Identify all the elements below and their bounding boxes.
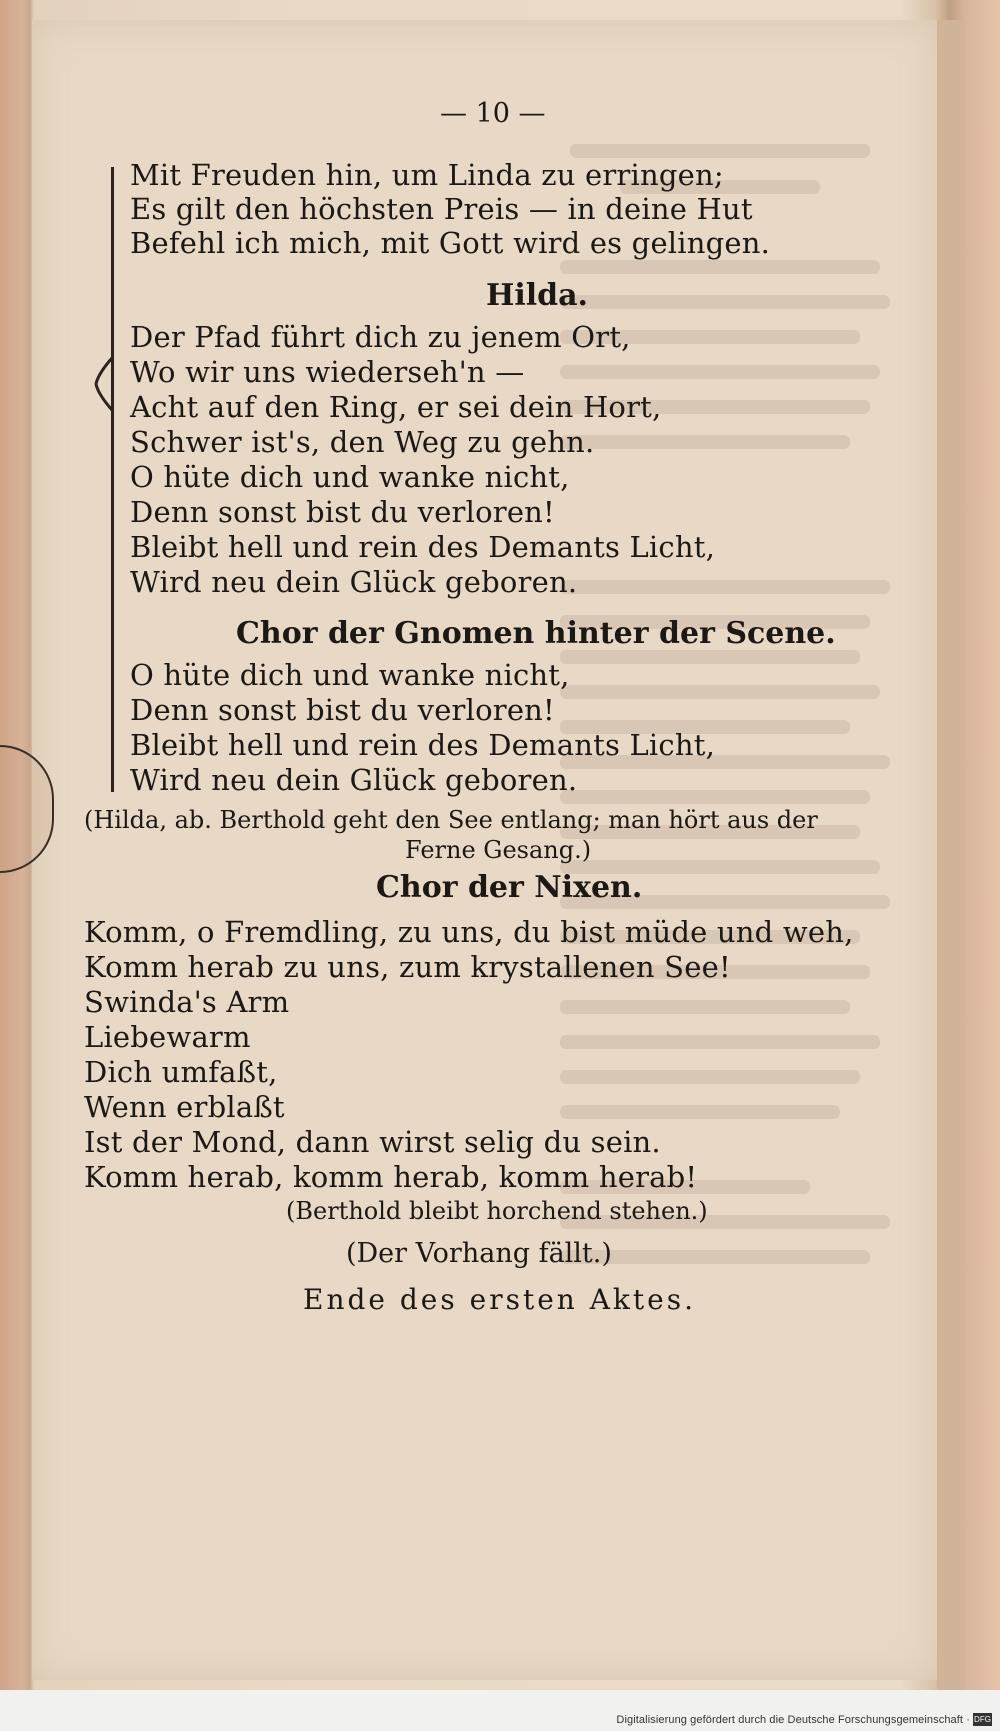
verse-line: Ist der Mond, dann wirst selig du sein. <box>84 1125 661 1159</box>
verse-line: Schwer ist's, den Weg zu gehn. <box>130 425 595 459</box>
stage-direction: (Berthold bleibt horchend stehen.) <box>286 1197 708 1225</box>
dfg-logo-icon: DFG <box>974 1715 991 1724</box>
bleed-through-marks <box>560 140 930 1290</box>
verse-line: Wenn erblaßt <box>84 1090 285 1124</box>
verse-line: Bleibt hell und rein des Demants Licht, <box>130 530 715 564</box>
page-number: — 10 — <box>440 98 546 129</box>
verse-line: Denn sonst bist du verloren! <box>130 495 555 529</box>
speaker-gnomen-chorus: Chor der Gnomen hinter der Scene. <box>236 616 836 651</box>
verse-line: Wo wir uns wiederseh'n — <box>130 355 525 389</box>
verse-line: Dich umfaßt, <box>84 1055 278 1089</box>
act-end: Ende des ersten Aktes. <box>303 1283 696 1316</box>
stage-direction: Ferne Gesang.) <box>405 836 592 864</box>
verse-line: Wird neu dein Glück geboren. <box>130 565 578 599</box>
verse-line: Acht auf den Ring, er sei dein Hort, <box>130 390 662 424</box>
next-page-edge <box>937 20 962 1690</box>
verse-line: Befehl ich mich, mit Gott wird es gelingen. <box>130 226 771 260</box>
verse-line: Denn sonst bist du verloren! <box>130 693 555 727</box>
verse-line: Komm herab, komm herab, komm herab! <box>84 1160 698 1194</box>
digitization-credit: Digitalisierung gefördert durch die Deutsche Forschungsgemeinschaft · <box>616 1714 970 1726</box>
bracket-curl <box>94 356 118 412</box>
verse-line: Mit Freuden hin, um Linda zu erringen; <box>130 158 724 192</box>
speaker-nixen-chorus: Chor der Nixen. <box>376 870 643 905</box>
stage-direction: (Hilda, ab. Berthold geht den See entlang; man hört aus der <box>84 806 818 834</box>
verse-line: Liebewarm <box>84 1020 251 1054</box>
verse-line: Wird neu dein Glück geboren. <box>130 763 578 797</box>
curtain-direction: (Der Vorhang fällt.) <box>346 1238 612 1269</box>
verse-line: Bleibt hell und rein des Demants Licht, <box>130 728 715 762</box>
verse-line: Swinda's Arm <box>84 985 290 1019</box>
speaker-hilda: Hilda. <box>486 278 588 313</box>
bracket-line <box>111 167 114 792</box>
verse-line: O hüte dich und wanke nicht, <box>130 460 570 494</box>
verse-line: Komm, o Fremdling, zu uns, du bist müde und weh, <box>84 915 854 949</box>
verse-line: Es gilt den höchsten Preis — in deine Hut <box>130 192 753 226</box>
verse-line: Komm herab zu uns, zum krystallenen See! <box>84 950 731 984</box>
verse-line: O hüte dich und wanke nicht, <box>130 658 570 692</box>
verse-line: Der Pfad führt dich zu jenem Ort, <box>130 320 631 354</box>
